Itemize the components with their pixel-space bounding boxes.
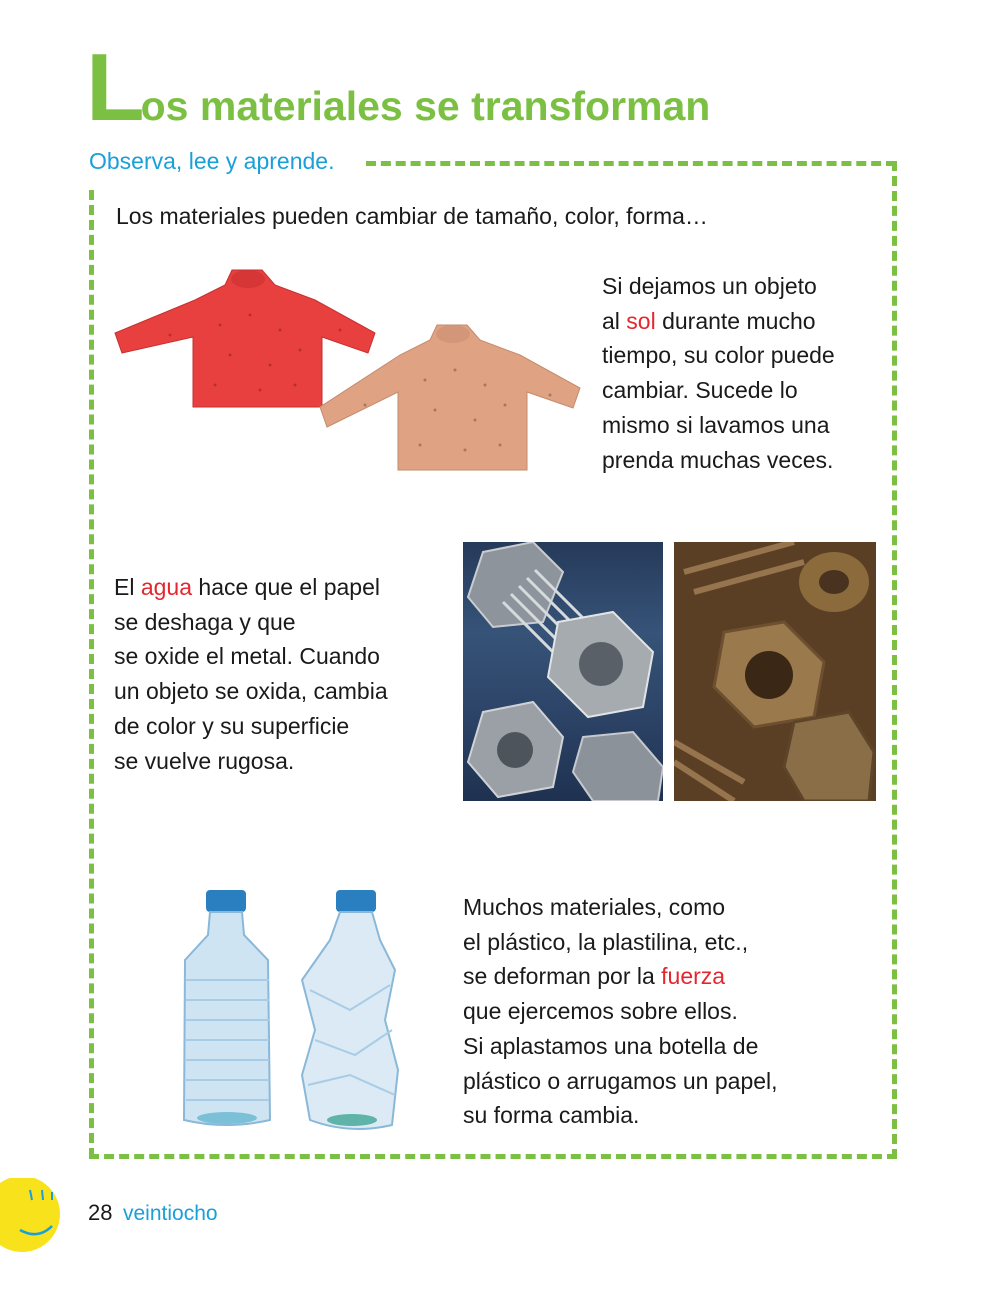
water-paragraph — [114, 570, 434, 778]
crushed-bottle-image — [302, 890, 398, 1129]
water-line-4: un objeto se oxida, cambia — [114, 678, 388, 705]
title-initial: L — [86, 34, 145, 141]
force-line-1: Muchos materiales, como — [463, 894, 726, 920]
sun-paragraph — [602, 269, 882, 477]
force-line-2: el plástico, la plastilina, etc., — [463, 928, 749, 955]
keyword-agua: agua — [140, 574, 193, 600]
force-line-6: plástico o arrugamos un papel, — [463, 1067, 778, 1094]
clean-nuts-photo — [463, 542, 663, 801]
dashed-border-left — [89, 190, 94, 1158]
water-line-3: se oxide el metal. Cuando — [114, 643, 380, 670]
intro-text: Los materiales pueden cambiar de tamaño, color, forma… — [116, 203, 708, 229]
sun-line-3: tiempo, su color puede — [602, 342, 835, 369]
keyword-fuerza: fuerza — [661, 963, 726, 990]
sun-line-4: cambiar. Sucede lo — [602, 377, 798, 404]
sun-line-6: prenda muchas veces. — [602, 446, 834, 473]
shirts-photo — [110, 255, 585, 480]
dashed-border-top — [366, 161, 896, 166]
section-subtitle: Observa, lee y aprende. — [89, 148, 335, 174]
force-line-4: que ejercemos sobre ellos. — [463, 998, 738, 1025]
intact-bottle-image — [184, 890, 270, 1125]
smiley-sun-icon — [0, 1178, 70, 1258]
bottles-photo — [170, 880, 415, 1135]
page-number-word: veintiocho — [123, 1202, 218, 1225]
keyword-sol: sol — [626, 307, 656, 334]
sun-line-2: al sol durante mucho — [602, 307, 816, 334]
title-rest: os materiales se transforman — [140, 83, 711, 129]
rusty-nuts-photo — [674, 542, 876, 801]
force-paragraph — [463, 890, 863, 1133]
water-line-5: de color y su superficie — [114, 712, 350, 739]
page-number: 28 — [88, 1200, 113, 1225]
water-line-6: se vuelve rugosa. — [114, 747, 295, 774]
force-line-5: Si aplastamos una botella de — [463, 1032, 759, 1059]
water-line-2: se deshaga y que — [114, 608, 296, 635]
page-title — [86, 34, 711, 141]
water-line-1: El agua hace que el papel — [114, 574, 381, 600]
dashed-border-bottom — [89, 1154, 897, 1159]
sun-line-1: Si dejamos un objeto — [602, 273, 817, 299]
force-line-3: se deforman por la fuerza — [463, 963, 726, 990]
sun-line-5: mismo si lavamos una — [602, 411, 830, 438]
force-line-7: su forma cambia. — [463, 1102, 640, 1129]
dashed-border-right — [892, 161, 897, 1159]
red-shirt-image — [115, 270, 375, 407]
